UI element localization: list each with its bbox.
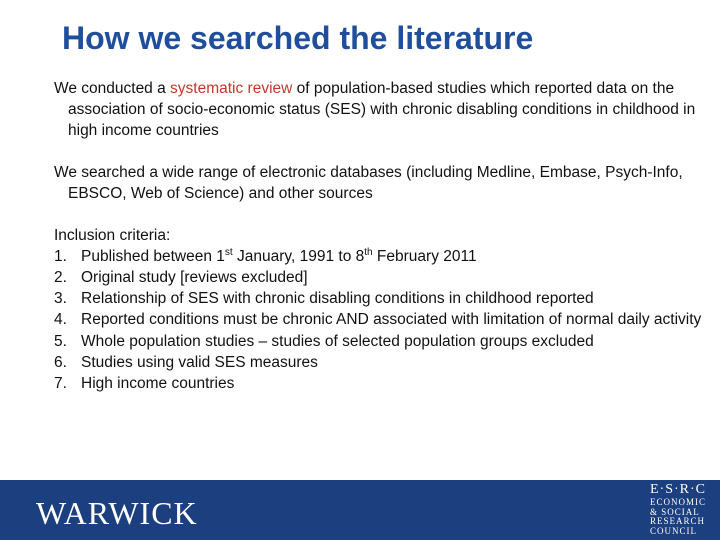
- ordinal-suffix: st: [224, 246, 233, 258]
- esrc-logo: [648, 482, 720, 540]
- criterion-number: 3.: [54, 290, 67, 307]
- criterion-text: [81, 246, 704, 267]
- warwick-logo: WARWICK: [36, 495, 198, 531]
- systematic-review-highlight: systematic review: [170, 80, 293, 97]
- ordinal-suffix: th: [364, 246, 373, 258]
- esrc-line: RESEARCH: [650, 516, 706, 526]
- criterion-text-part: February 2011: [372, 248, 477, 265]
- criterion-number: 5.: [54, 333, 67, 350]
- criterion-text: Reported conditions must be chronic AND associated with limitation of normal daily activity: [81, 311, 702, 328]
- intro-text-end: of population-based studies which reported data on the association of socio-economic status (SES) with chronic disabling conditions in childhood in high income countries: [68, 80, 696, 139]
- criterion-7: [54, 373, 704, 394]
- esrc-line: ECONOMIC: [650, 497, 707, 507]
- esrc-letters: E·S·R·C: [650, 482, 706, 497]
- intro-text-start: We conducted a: [54, 80, 171, 97]
- criterion-2: [54, 267, 704, 288]
- criterion-3: [54, 288, 704, 309]
- criterion-text-part: Published between 1: [81, 248, 225, 265]
- databases-paragraph: We searched a wide range of electronic databases (including Medline, Embase, Psych-Info, EBSCO, Web of Science) and other sources: [54, 164, 683, 202]
- esrc-line: & SOCIAL: [650, 506, 700, 517]
- criterion-6: [54, 352, 704, 373]
- criterion-number: 2.: [54, 269, 67, 286]
- criterion-5: [54, 331, 704, 352]
- slide-title: How we searched the literature: [62, 20, 534, 56]
- intro-paragraph: [54, 78, 704, 141]
- criterion-number: 7.: [54, 375, 67, 392]
- slide-body: [54, 78, 704, 394]
- criterion-1: [54, 246, 704, 267]
- criterion-number: 4.: [54, 311, 67, 328]
- criterion-number: 1.: [54, 248, 67, 265]
- criterion-text: Relationship of SES with chronic disabling conditions in childhood reported: [81, 290, 594, 307]
- esrc-line: COUNCIL: [650, 525, 697, 536]
- criterion-text: High income countries: [81, 375, 235, 392]
- criterion-text-part: January, 1991 to 8: [232, 248, 365, 265]
- criterion-text: Whole population studies – studies of selected population groups excluded: [81, 333, 594, 350]
- criterion-4: [54, 309, 704, 331]
- criterion-number: 6.: [54, 354, 67, 371]
- criterion-text: Original study [reviews excluded]: [81, 269, 308, 286]
- inclusion-criteria-heading: Inclusion criteria:: [54, 227, 171, 244]
- criterion-text: Studies using valid SES measures: [81, 354, 318, 371]
